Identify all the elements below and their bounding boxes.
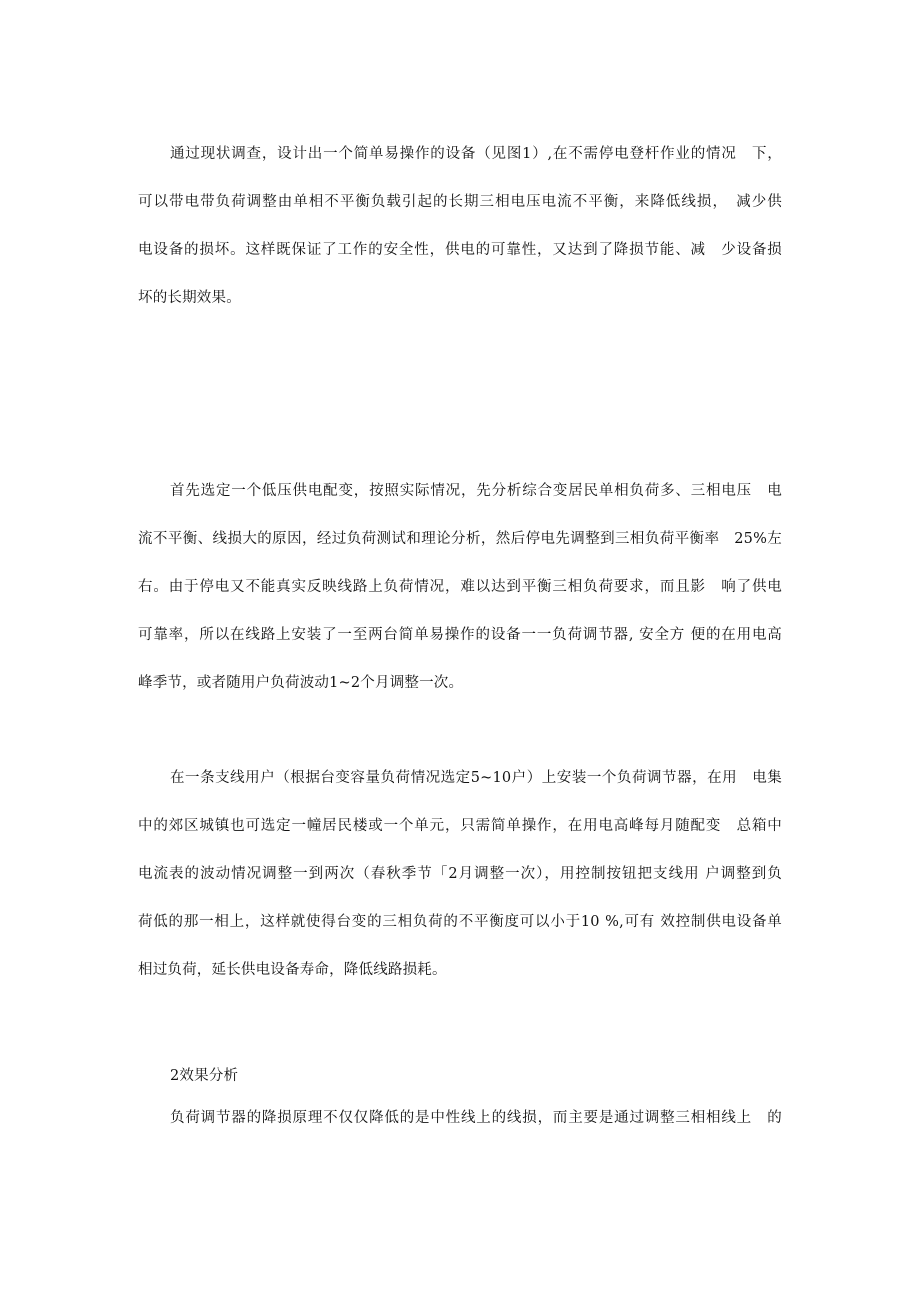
paragraph-3-line-1: 在一条支线用户（根据台变容量负荷情况选定5~10户）上安装一个负荷调节器，在用 电集 — [170, 770, 782, 786]
paragraph-1-line-3: 电设备的损坏。这样既保证了工作的安全性，供电的可靠性，又达到了降损节能、减 少设备损 — [138, 242, 782, 258]
paragraph-3-line-4: 荷低的那一相上，这样就使得台变的三相负荷的不平衡度可以小于10 %,可有 效控制供电设备单 — [138, 914, 782, 930]
paragraph-2-line-1: 首先选定一个低压供电配变，按照实际情况，先分析综合变居民单相负荷多、三相电压 电 — [170, 483, 782, 499]
paragraph-3-line-3: 电流表的波动情况调整一到两次（春秋季节「2月调整一次），用控制按钮把支线用 户调整到负 — [138, 866, 782, 882]
paragraph-2-line-3: 右。由于停电又不能真实反映线路上负荷情况，难以达到平衡三相负荷要求，而且影 响了供电 — [138, 579, 782, 595]
paragraph-1-line-4: 坏的长期效果。 — [138, 290, 241, 306]
paragraph-2-line-2: 流不平衡、线损大的原因，经过负荷测试和理论分析，然后停电先调整到三相负荷平衡率 25%左 — [138, 531, 782, 547]
section-heading: 2效果分析 — [170, 1068, 239, 1084]
paragraph-1-line-1: 通过现状调查，设计出一个简单易操作的设备（见图1）,在不需停电登杆作业的情况 下， — [170, 146, 782, 162]
paragraph-3-line-5: 相过负荷，延长供电设备寿命，降低线路损耗。 — [138, 962, 447, 978]
paragraph-3-line-2: 中的郊区城镇也可选定一幢居民楼或一个单元，只需简单操作，在用电高峰每月随配变 总箱中 — [138, 818, 782, 834]
paragraph-1-line-2: 可以带电带负荷调整由单相不平衡负载引起的长期三相电压电流不平衡，来降低线损， 减少供 — [138, 194, 782, 210]
paragraph-2-line-5: 峰季节，或者随用户负荷波动1~2个月调整一次。 — [138, 675, 464, 691]
paragraph-4-line-1: 负荷调节器的降损原理不仅仅降低的是中性线上的线损，而主要是通过调整三相相线上 的 — [170, 1110, 782, 1126]
paragraph-2-line-4: 可靠率，所以在线路上安装了一至两台简单易操作的设备一一负荷调节器, 安全方 便的在用电高 — [138, 627, 782, 643]
